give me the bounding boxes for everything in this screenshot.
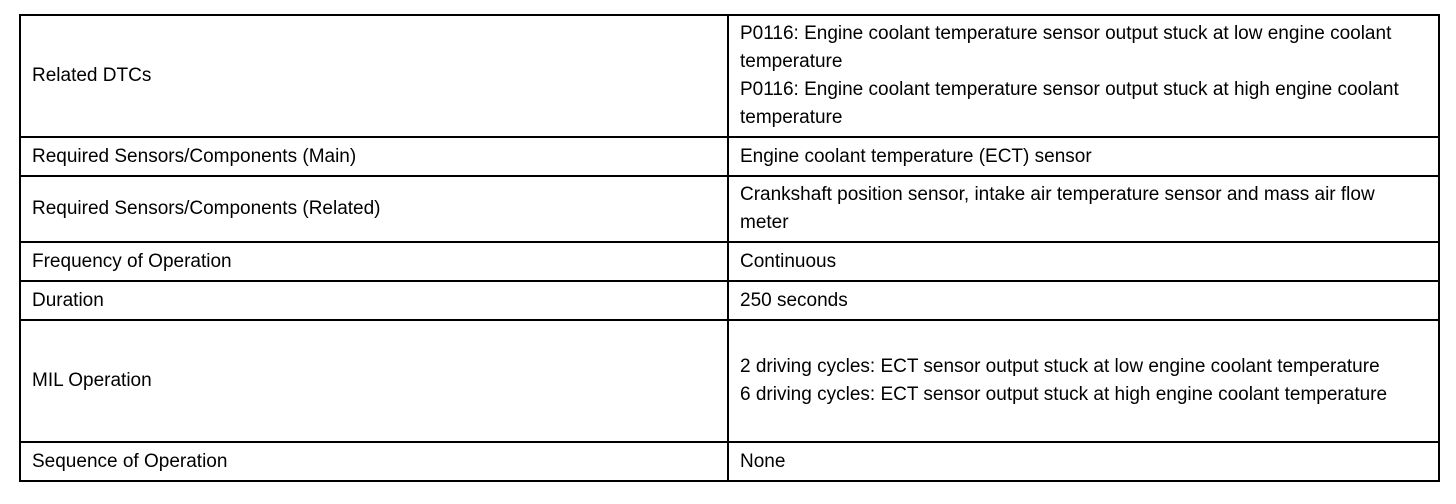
table-row-duration (20, 281, 1439, 320)
value-line: 2 driving cycles: ECT sensor output stuck at low engine coolant temperature (740, 356, 1380, 377)
row-label: Related DTCs (20, 15, 728, 137)
table-row-mil-operation (20, 320, 1439, 442)
row-value (728, 281, 1439, 320)
value-line: 250 seconds (740, 289, 848, 311)
row-label: Frequency of Operation (20, 242, 728, 281)
table-row-frequency-of-operation (20, 242, 1439, 281)
table-row-sequence-of-operation (20, 442, 1439, 481)
row-value (728, 176, 1439, 242)
table-row-related-dtcs (20, 15, 1439, 137)
table-row-required-sensors-related (20, 176, 1439, 242)
value-line: P0116: Engine coolant temperature sensor output stuck at low engine coolant temperature (740, 23, 1392, 72)
value-line: Engine coolant temperature (ECT) sensor (740, 145, 1092, 167)
row-value (728, 242, 1439, 281)
row-value (728, 442, 1439, 481)
row-value (728, 15, 1439, 137)
value-line: None (740, 450, 786, 472)
table-row-required-sensors-main (20, 137, 1439, 176)
row-label: MIL Operation (20, 320, 728, 442)
value-line: Crankshaft position sensor, intake air temperature sensor and mass air flow meter (740, 184, 1375, 233)
monitor-spec-table (19, 14, 1440, 482)
row-label: Required Sensors/Components (Main) (20, 137, 728, 176)
row-label: Sequence of Operation (20, 442, 728, 481)
row-value (728, 320, 1439, 442)
value-line: P0116: Engine coolant temperature sensor output stuck at high engine coolant temperature (740, 79, 1399, 128)
row-value (728, 137, 1439, 176)
value-line: 6 driving cycles: ECT sensor output stuck at high engine coolant temperature (740, 384, 1388, 405)
row-label: Duration (20, 281, 728, 320)
value-line: Continuous (740, 250, 837, 272)
row-label: Required Sensors/Components (Related) (20, 176, 728, 242)
